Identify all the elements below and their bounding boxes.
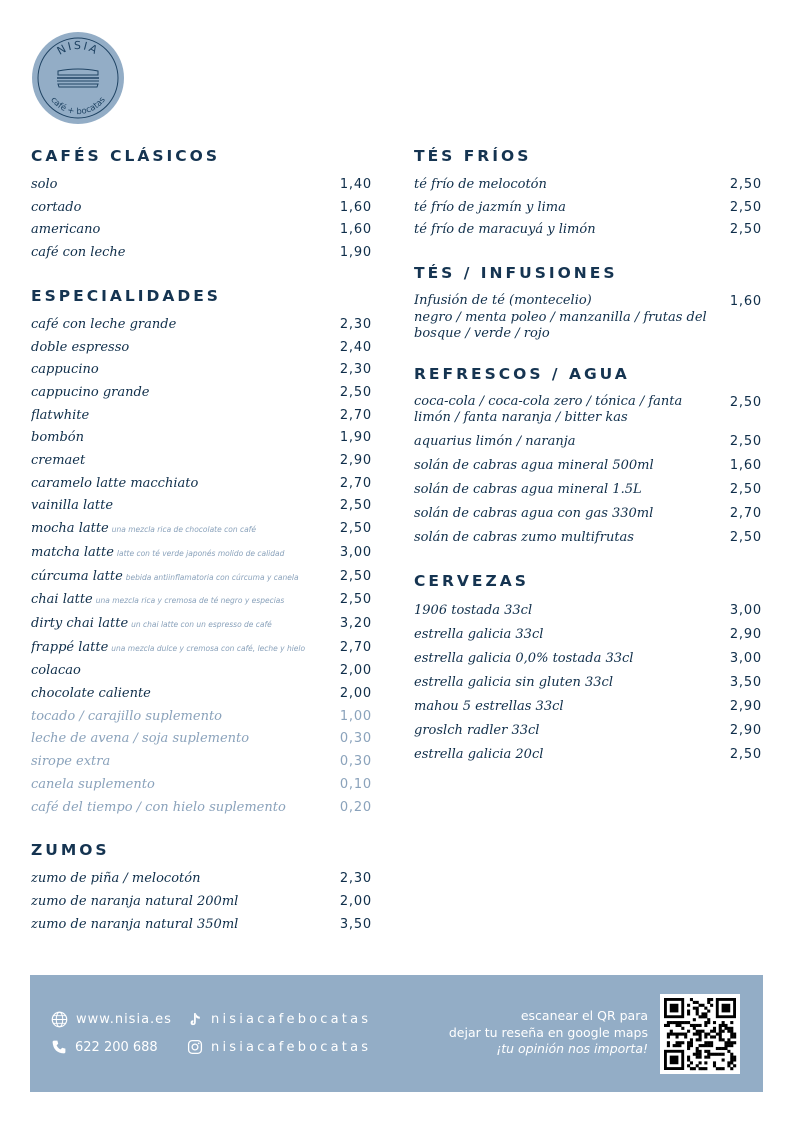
qr-caption-line: escanear el QR para <box>520 1008 648 1023</box>
item-name <box>31 219 332 242</box>
item-name <box>31 242 332 265</box>
item-price: 1,60 <box>339 199 372 215</box>
section-title: TÉS FRÍOS <box>414 147 532 165</box>
item-description: bebida antiinflamatoria con cúrcuma y canela <box>125 572 299 582</box>
tiktok-handle: nisiacafebocatas <box>211 1012 372 1027</box>
menu-item <box>414 392 762 427</box>
item-name <box>414 719 722 743</box>
item-name <box>414 647 722 671</box>
svg-text:café + bocatas: café + bocatas <box>48 95 108 118</box>
qr-caption <box>449 1008 648 1058</box>
item-name-text: café del tiempo / con hielo suplemento <box>31 799 286 815</box>
item-name-text: tocado / carajillo suplemento <box>31 708 222 724</box>
item-name-text: cortado <box>31 199 82 215</box>
item-name <box>31 542 332 566</box>
phone-link[interactable] <box>51 1039 158 1055</box>
section-title: ZUMOS <box>31 841 110 860</box>
item-price: 2,50 <box>339 521 372 537</box>
item-name <box>31 914 332 937</box>
item-name <box>31 382 332 405</box>
menu-item <box>31 427 372 450</box>
logo <box>31 31 125 125</box>
menu-item <box>31 359 372 382</box>
menu-item <box>31 473 372 496</box>
item-price: 1,90 <box>339 245 372 261</box>
item-name <box>414 502 722 526</box>
item-name <box>31 683 332 706</box>
item-price: 3,50 <box>339 916 372 932</box>
supplement-item <box>31 797 372 820</box>
item-price: 0,20 <box>339 799 372 815</box>
website-text: www.nisia.es <box>76 1012 172 1027</box>
instagram-icon <box>187 1039 203 1055</box>
item-name <box>31 891 332 914</box>
menu-item <box>414 478 762 502</box>
item-price: 2,50 <box>729 433 762 449</box>
item-price: 2,50 <box>339 384 372 400</box>
item-name-text: cremaet <box>31 453 86 469</box>
item-price: 2,70 <box>339 407 372 423</box>
item-name <box>31 427 332 450</box>
menu-item <box>31 382 372 405</box>
menu-item <box>31 337 372 360</box>
menu-item <box>31 566 372 590</box>
refrescos-section <box>414 365 762 550</box>
menu-item <box>31 450 372 473</box>
item-name <box>414 743 722 767</box>
item-name-text: solán de cabras agua mineral 500ml <box>414 457 654 473</box>
menu-item <box>31 174 372 197</box>
menu-item <box>414 502 762 526</box>
item-name <box>31 359 332 382</box>
item-description: un chai latte con un espresso de café <box>131 619 272 629</box>
tiktok-link[interactable] <box>187 1011 371 1028</box>
item-name: Infusión de té (montecelio) negro / menta poleo / manzanilla / frutas del bosque / verde / rojo <box>414 293 707 342</box>
item-name-text: vainilla latte <box>31 498 114 514</box>
item-price: 3,00 <box>339 544 372 560</box>
item-price: 2,40 <box>339 339 372 355</box>
menu-item <box>414 291 762 343</box>
item-price: 2,00 <box>339 686 372 702</box>
item-name <box>31 706 332 729</box>
item-price: 1,60 <box>729 294 762 310</box>
item-price: 2,50 <box>729 199 762 215</box>
item-price: 3,20 <box>339 615 372 631</box>
item-name-text: flatwhite <box>31 407 90 423</box>
item-price: 2,50 <box>729 746 762 762</box>
menu-item <box>31 495 372 518</box>
menu-item <box>414 430 762 454</box>
menu-item <box>31 637 372 661</box>
item-name <box>31 337 332 360</box>
section-title: CAFÉS CLÁSICOS <box>31 147 221 165</box>
item-name-text: chocolate caliente <box>31 686 151 702</box>
item-price: 1,60 <box>729 457 762 473</box>
phone-icon <box>51 1039 67 1055</box>
item-name <box>31 660 332 683</box>
item-name <box>414 623 722 647</box>
item-name-text: bombón <box>31 430 84 446</box>
section-title: CERVEZAS <box>414 571 529 590</box>
item-name-text: solo <box>31 177 58 192</box>
item-name <box>31 495 332 518</box>
item-name <box>414 599 722 623</box>
item-name-text: mocha latte <box>31 521 109 537</box>
item-name <box>31 751 332 774</box>
item-price: 2,50 <box>339 498 372 514</box>
globe-icon <box>51 1011 68 1028</box>
menu-item <box>31 914 372 937</box>
item-description: una mezcla dulce y cremosa con café, leche y hielo <box>111 643 306 653</box>
menu-item <box>31 613 372 637</box>
zumos-section <box>31 841 372 936</box>
item-name-text: solán de cabras zumo multifrutas <box>414 529 634 545</box>
tes-infusiones-section <box>414 264 762 343</box>
instagram-handle: nisiacafebocatas <box>211 1039 372 1055</box>
menu-item <box>414 719 762 743</box>
menu-item <box>31 219 372 242</box>
cervezas-section <box>414 572 762 767</box>
item-name <box>31 450 332 473</box>
item-price: 3,00 <box>729 602 762 618</box>
item-name <box>414 430 722 454</box>
item-name-text: matcha latte <box>31 544 114 560</box>
supplement-item <box>31 751 372 774</box>
item-name-text: café con leche grande <box>31 316 177 332</box>
menu-item <box>414 623 762 647</box>
supplement-item <box>31 706 372 729</box>
item-name-text: colacao <box>31 663 81 679</box>
especialidades-section <box>31 287 372 819</box>
item-name <box>31 797 332 820</box>
menu-item <box>414 743 762 767</box>
menu-item <box>414 526 762 550</box>
item-name <box>414 526 722 550</box>
item-price: 0,30 <box>339 754 372 770</box>
menu-item <box>414 174 762 197</box>
item-price: 2,90 <box>729 722 762 738</box>
right-column <box>414 147 762 789</box>
item-name-text: té frío de melocotón <box>414 177 547 192</box>
menu-item <box>31 891 372 914</box>
item-price: 0,10 <box>339 776 372 792</box>
tes-frios-section <box>414 147 762 242</box>
left-column <box>31 147 372 958</box>
item-name <box>31 518 332 542</box>
menu-item <box>31 542 372 566</box>
item-price: 2,30 <box>339 871 372 887</box>
item-name <box>31 613 332 637</box>
item-name <box>31 774 332 797</box>
supplement-item <box>31 774 372 797</box>
item-description: latte con té verde japonés molido de calidad <box>116 548 285 558</box>
section-title: REFRESCOS / AGUA <box>414 364 630 383</box>
item-name-text: doble espresso <box>31 339 130 355</box>
section-title: ESPECIALIDADES <box>31 286 221 305</box>
item-name-text: mahou 5 estrellas 33cl <box>414 698 564 714</box>
item-name-text: té frío de maracuyá y limón <box>414 222 596 238</box>
item-price: 2,50 <box>729 222 762 238</box>
item-price: 1,60 <box>339 222 372 238</box>
item-name <box>31 174 332 197</box>
item-name-text: café con leche <box>31 245 126 261</box>
menu-item <box>414 599 762 623</box>
item-price: 2,70 <box>339 475 372 491</box>
cafes-clasicos-section <box>31 147 372 265</box>
item-name-text: 1906 tostada 33cl <box>414 602 533 618</box>
item-name-text: chai latte <box>31 592 93 608</box>
item-name-text: sirope extra <box>31 754 111 770</box>
item-description: una mezcla rica de chocolate con café <box>111 525 256 535</box>
menu-item <box>414 647 762 671</box>
item-price: 2,70 <box>729 505 762 521</box>
phone-text: 622 200 688 <box>75 1039 158 1055</box>
menu-item <box>31 197 372 220</box>
item-name <box>31 197 332 220</box>
item-price: 2,50 <box>729 394 762 410</box>
menu-item <box>414 695 762 719</box>
supplement-item <box>31 728 372 751</box>
menu-item <box>31 405 372 428</box>
item-name-text: estrella galicia 20cl <box>414 746 544 762</box>
item-name-text: solán de cabras agua con gas 330ml <box>414 505 654 521</box>
item-price: 2,00 <box>339 893 372 909</box>
footer <box>30 975 763 1092</box>
item-price: 2,90 <box>729 626 762 642</box>
instagram-link[interactable] <box>187 1039 371 1055</box>
item-name-text: zumo de naranja natural 200ml <box>31 893 239 909</box>
item-name-text: americano <box>31 222 101 238</box>
item-name: coca-cola / coca-cola zero / tónica / fanta limón / fanta naranja / bitter kas <box>414 393 683 426</box>
item-name-text: zumo de naranja natural 350ml <box>31 916 239 932</box>
item-name <box>31 405 332 428</box>
item-name-text: té frío de jazmín y lima <box>414 199 566 215</box>
item-name-text: cappucino <box>31 362 99 378</box>
item-price: 2,50 <box>729 481 762 497</box>
item-price: 2,90 <box>339 453 372 469</box>
item-name <box>31 473 332 496</box>
item-price: 1,90 <box>339 430 372 446</box>
item-price: 2,30 <box>339 316 372 332</box>
item-price: 1,40 <box>339 177 372 192</box>
menu-item <box>31 683 372 706</box>
menu-item <box>31 660 372 683</box>
section-title: TÉS / INFUSIONES <box>414 264 618 283</box>
item-price: 3,00 <box>729 650 762 666</box>
item-name-text: caramelo latte macchiato <box>31 475 199 491</box>
item-name-text: canela suplemento <box>31 776 155 792</box>
menu-item <box>31 518 372 542</box>
item-name <box>31 637 332 661</box>
menu-item <box>414 219 762 242</box>
qr-caption-line: dejar tu reseña en google maps <box>448 1024 648 1040</box>
item-name <box>414 174 722 197</box>
menu-item <box>414 671 762 695</box>
item-price: 2,50 <box>729 177 762 192</box>
item-name-text: leche de avena / soja suplemento <box>31 731 250 747</box>
menu-item <box>31 589 372 613</box>
item-name <box>31 868 332 891</box>
item-name <box>31 728 332 751</box>
item-name-text: zumo de piña / melocotón <box>31 871 201 887</box>
item-price: 2,50 <box>339 592 372 608</box>
item-name <box>31 566 332 590</box>
item-name <box>31 314 332 337</box>
item-name <box>414 219 722 242</box>
item-price: 2,70 <box>339 639 372 655</box>
qr-code[interactable] <box>660 994 740 1074</box>
item-name-text: cúrcuma latte <box>31 568 123 584</box>
item-name-text: dirty chai latte <box>31 615 129 631</box>
menu-item <box>31 868 372 891</box>
item-price: 0,30 <box>339 731 372 747</box>
item-name <box>414 454 722 478</box>
qr-caption-line: ¡tu opinión nos importa! <box>496 1041 648 1056</box>
item-name <box>414 695 722 719</box>
item-name-text: estrella galicia 33cl <box>414 626 544 642</box>
item-description: una mezcla rica y cremosa de té negro y especias <box>95 596 285 606</box>
item-name <box>31 589 332 613</box>
item-price: 2,90 <box>729 698 762 714</box>
item-name-text: cappucino grande <box>31 384 150 400</box>
item-name <box>414 671 722 695</box>
website-link[interactable] <box>51 1011 172 1028</box>
item-name <box>414 478 722 502</box>
menu-item <box>414 197 762 220</box>
item-name-text: aquarius limón / naranja <box>414 433 576 449</box>
item-price: 2,50 <box>339 568 372 584</box>
tiktok-icon <box>187 1011 203 1028</box>
item-price: 2,30 <box>339 362 372 378</box>
item-price: 1,00 <box>339 708 372 724</box>
item-price: 2,50 <box>729 529 762 545</box>
item-name-text: solán de cabras agua mineral 1.5L <box>414 481 642 497</box>
menu-item <box>31 314 372 337</box>
menu-item <box>31 242 372 265</box>
menu-item <box>414 454 762 478</box>
item-name <box>414 197 722 220</box>
item-price: 2,00 <box>339 663 372 679</box>
item-name-text: estrella galicia 0,0% tostada 33cl <box>414 650 634 666</box>
item-price: 3,50 <box>729 674 762 690</box>
item-name-text: groslch radler 33cl <box>414 722 540 738</box>
item-name-text: frappé latte <box>31 639 109 655</box>
svg-text:NISIA: NISIA <box>54 38 102 58</box>
item-name-text: estrella galicia sin gluten 33cl <box>414 674 613 690</box>
